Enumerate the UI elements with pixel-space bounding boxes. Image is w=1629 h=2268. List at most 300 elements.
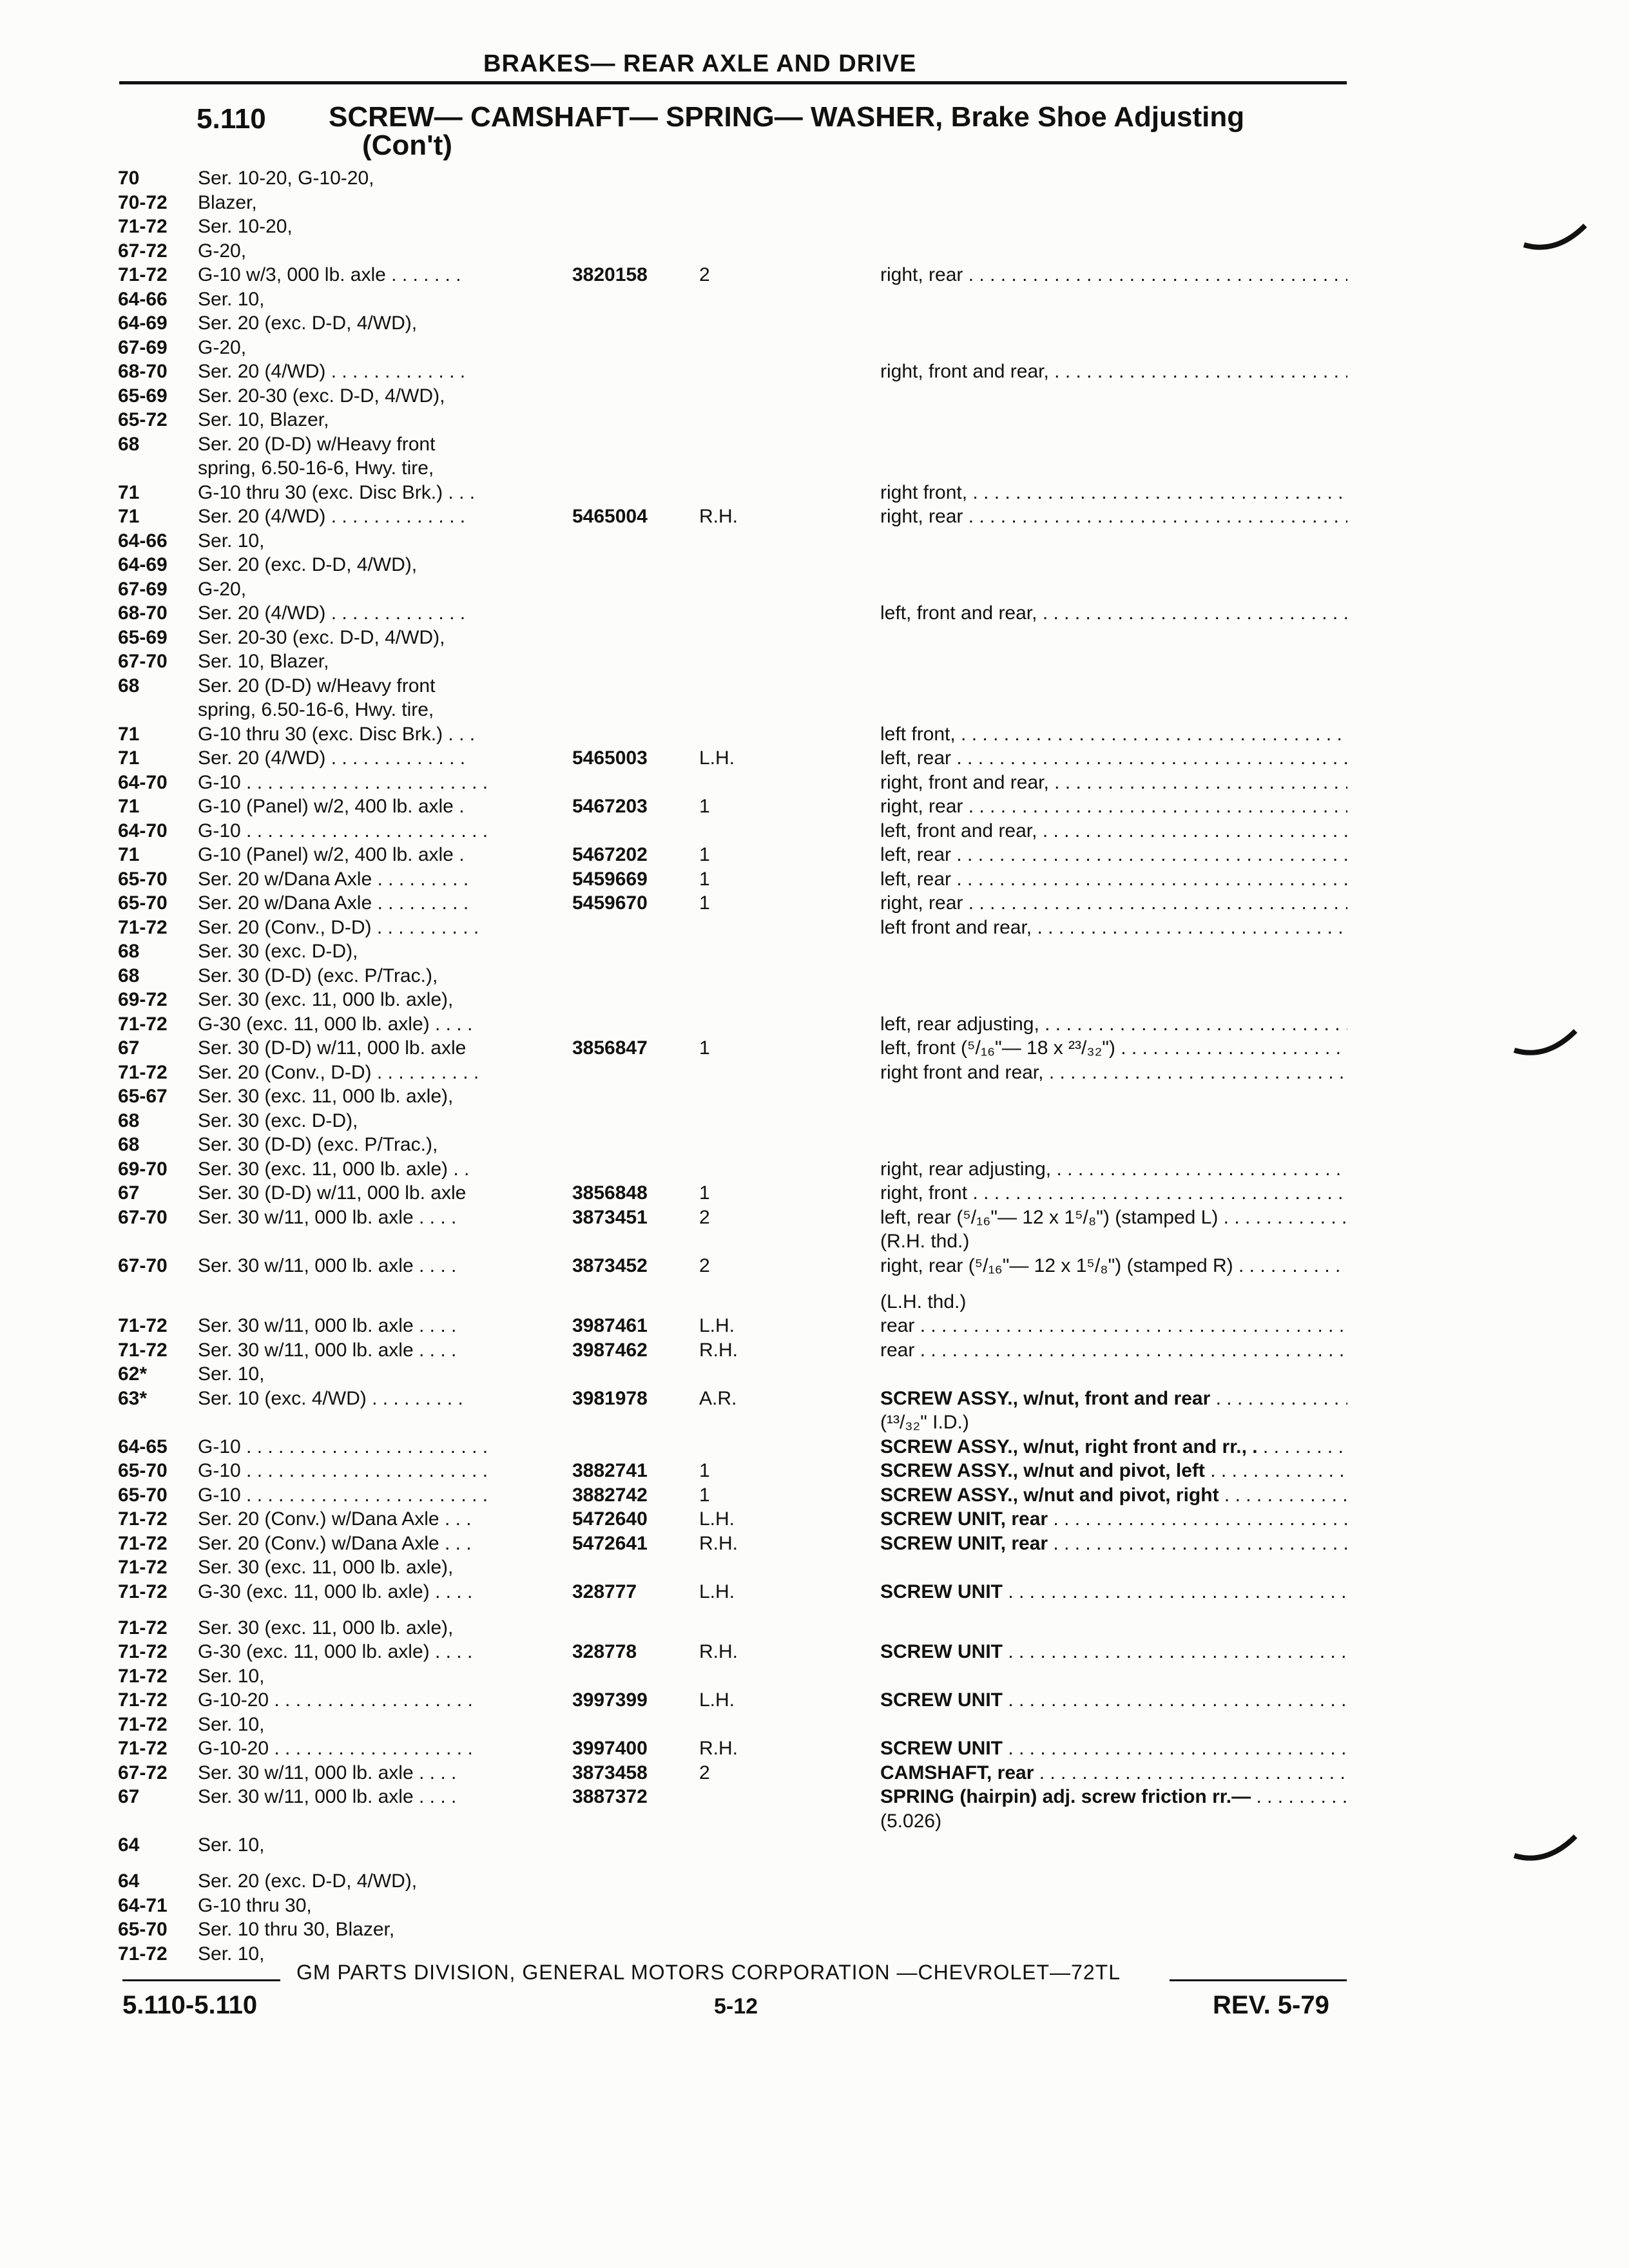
row-year: 64-69 — [118, 312, 168, 334]
row-year: 65-69 — [118, 385, 168, 407]
row-description: rear . . . — [880, 1338, 1347, 1363]
row-model: Ser. 20 (4/WD) . . . . . . . . . . . . . — [198, 602, 466, 624]
row-year: 65-69 — [118, 626, 168, 648]
row-description: SCREW ASSY., w/nut and pivot, left . . . — [880, 1459, 1347, 1483]
row-model: Ser. 10, — [198, 288, 265, 310]
row-year: 71-72 — [118, 1617, 168, 1639]
row-description: right front and rear, . . . — [880, 1061, 1347, 1085]
row-year: 65-70 — [118, 868, 168, 890]
footer-publisher: GM PARTS DIVISION, GENERAL MOTORS CORPORATION —CHEVROLET—72TL — [296, 1961, 1121, 1984]
parts-row — [0, 1338, 1629, 1363]
parts-row — [0, 794, 1629, 819]
row-model: Ser. 20 (4/WD) . . . . . . . . . . . . . — [198, 506, 466, 527]
row-year: 71 — [118, 481, 140, 503]
binder-hole-mark-3 — [1511, 1830, 1582, 1869]
row-year: 65-70 — [118, 892, 168, 914]
parts-row — [0, 626, 1629, 650]
parts-list — [0, 166, 1629, 1966]
row-year: 71-72 — [118, 216, 168, 237]
row-model: Ser. 10-20, G-10-20, — [198, 168, 374, 189]
row-description: right front, . . . — [880, 481, 1347, 505]
row-quantity: 2 — [699, 1762, 710, 1783]
row-year: 64-66 — [118, 530, 168, 552]
row-description: right, rear . . . — [880, 794, 1347, 819]
row-year: 71-72 — [118, 1713, 168, 1735]
parts-row — [0, 481, 1629, 505]
row-quantity: 1 — [699, 844, 710, 865]
row-model: G-10 thru 30 (exc. Disc Brk.) . . . — [198, 481, 476, 503]
row-year: 64 — [118, 1834, 140, 1856]
row-quantity: 1 — [699, 892, 710, 914]
row-model: Ser. 20 (Conv.) w/Dana Axle . . . — [198, 1508, 472, 1530]
row-model: G-10-20 . . . . . . . . . . . . . . . . . . . — [198, 1689, 473, 1711]
parts-row — [0, 263, 1629, 287]
parts-row — [0, 553, 1629, 577]
row-description: left, front and rear, . . . — [880, 601, 1347, 626]
parts-row — [0, 287, 1629, 312]
row-quantity: R.H. — [699, 1339, 738, 1361]
row-part-number: 3873452 — [572, 1254, 648, 1276]
parts-row — [0, 1290, 1629, 1314]
row-description: right, front and rear, . . . — [880, 360, 1347, 384]
row-year: 64-65 — [118, 1436, 168, 1457]
row-part-number: 3882742 — [572, 1484, 648, 1506]
row-year: 65-67 — [118, 1086, 168, 1107]
row-description: right, rear . . . — [880, 505, 1347, 529]
row-year: 67-69 — [118, 578, 168, 600]
row-model: Ser. 10, Blazer, — [198, 409, 329, 430]
row-description: SCREW ASSY., w/nut and pivot, right . . . — [880, 1483, 1347, 1508]
parts-row — [0, 1459, 1629, 1483]
footer-page-number: 5-12 — [714, 1994, 758, 2019]
row-year: 71 — [118, 747, 140, 769]
parts-row — [0, 529, 1629, 553]
row-model: G-20, — [198, 578, 247, 600]
row-model: G-10-20 . . . . . . . . . . . . . . . . . . . — [198, 1738, 473, 1759]
row-year: 64-69 — [118, 554, 168, 575]
parts-row — [0, 674, 1629, 698]
row-quantity: 1 — [699, 1484, 710, 1506]
parts-row — [0, 360, 1629, 384]
row-description: SCREW UNIT . . . — [880, 1640, 1347, 1664]
parts-row — [0, 408, 1629, 432]
row-part-number: 5465004 — [572, 506, 648, 527]
row-model: spring, 6.50-16-6, Hwy. tire, — [198, 699, 434, 720]
row-model: Ser. 20 (D-D) w/Heavy front — [198, 433, 436, 455]
row-year: 64-70 — [118, 820, 168, 841]
row-model: G-10 . . . . . . . . . . . . . . . . . . . . . . . — [198, 1484, 488, 1506]
row-model: G-20, — [198, 336, 247, 358]
parts-row — [0, 1532, 1629, 1556]
row-quantity: 1 — [699, 1037, 710, 1059]
row-description: right, front . . . — [880, 1181, 1347, 1206]
row-description: right, front and rear, . . . — [880, 771, 1347, 795]
row-year: 71-72 — [118, 1013, 168, 1035]
row-year: 65-70 — [118, 1484, 168, 1506]
row-part-number: 3997400 — [572, 1738, 648, 1759]
row-year: 71-72 — [118, 1508, 168, 1530]
row-part-number: 3981978 — [572, 1387, 648, 1409]
row-part-number: 3856847 — [572, 1037, 648, 1059]
parts-row — [0, 1761, 1629, 1785]
row-year: 68 — [118, 675, 140, 697]
row-model: Ser. 30 (exc. D-D), — [198, 941, 358, 962]
row-year: 71 — [118, 844, 140, 865]
row-quantity: L.H. — [699, 1508, 735, 1530]
row-model: G-10 (Panel) w/2, 400 lb. axle . — [198, 844, 465, 865]
page-header-title: BRAKES— REAR AXLE AND DRIVE — [483, 50, 917, 77]
row-description: left front and rear, . . . — [880, 916, 1347, 940]
row-model: Ser. 20 (exc. D-D, 4/WD), — [198, 554, 418, 575]
parts-row — [0, 1713, 1629, 1737]
binder-hole-mark-2 — [1511, 1024, 1582, 1063]
row-description: SCREW UNIT . . . — [880, 1736, 1347, 1761]
row-year: 67-70 — [118, 1254, 168, 1276]
parts-row — [0, 239, 1629, 264]
parts-row — [0, 1314, 1629, 1338]
row-year: 67-70 — [118, 651, 168, 672]
row-part-number: 5459669 — [572, 868, 648, 890]
parts-row — [0, 166, 1629, 191]
row-description: left, rear . . . — [880, 867, 1347, 892]
parts-row — [0, 698, 1629, 722]
row-description: right, rear . . . — [880, 263, 1347, 287]
parts-row — [0, 1254, 1629, 1290]
row-year: 71-72 — [118, 1665, 168, 1687]
section-title — [329, 103, 1244, 160]
parts-row — [0, 1917, 1629, 1942]
row-year: 67 — [118, 1786, 140, 1807]
row-year: 68 — [118, 433, 140, 455]
row-description: (¹³/₃₂" I.D.) — [880, 1412, 969, 1433]
row-description: SPRING (hairpin) adj. screw friction rr.— . . . — [880, 1785, 1347, 1809]
row-description: SCREW UNIT . . . — [880, 1688, 1347, 1713]
row-year: 70 — [118, 168, 140, 189]
parts-row — [0, 1664, 1629, 1689]
parts-row — [0, 1507, 1629, 1532]
parts-row — [0, 916, 1629, 940]
row-model: Ser. 10, — [198, 1943, 265, 1965]
parts-row — [0, 1833, 1629, 1869]
row-part-number: 328778 — [572, 1641, 637, 1662]
row-year: 71-72 — [118, 1738, 168, 1759]
row-description: left, front and rear, . . . — [880, 819, 1347, 843]
row-part-number: 5472641 — [572, 1532, 648, 1554]
parts-row — [0, 601, 1629, 626]
parts-row — [0, 891, 1629, 916]
row-year: 62* — [118, 1363, 148, 1385]
row-description: SCREW UNIT, rear . . . — [880, 1532, 1347, 1556]
row-quantity: 2 — [699, 1206, 710, 1228]
row-model: G-10 . . . . . . . . . . . . . . . . . . . . . . . — [198, 771, 488, 793]
row-model: Ser. 30 w/11, 000 lb. axle . . . . — [198, 1762, 457, 1783]
row-year: 68 — [118, 1134, 140, 1155]
parts-row — [0, 1387, 1629, 1411]
row-model: Ser. 20 (exc. D-D, 4/WD), — [198, 1870, 418, 1892]
row-model: G-30 (exc. 11, 000 lb. axle) . . . . — [198, 1581, 473, 1602]
row-description: left, rear (⁵/₁₆"— 12 x 1⁵/₈") (stamped L) . . . — [880, 1206, 1347, 1230]
row-description: right, rear adjusting, . . . — [880, 1157, 1347, 1182]
parts-row — [0, 432, 1629, 457]
parts-row — [0, 1736, 1629, 1761]
row-year: 71-72 — [118, 1689, 168, 1711]
parts-row — [0, 867, 1629, 892]
row-year: 69-72 — [118, 989, 168, 1010]
row-model: Ser. 30 (exc. 11, 000 lb. axle), — [198, 1557, 454, 1578]
parts-row — [0, 771, 1629, 795]
row-model: Ser. 30 (exc. D-D), — [198, 1110, 358, 1131]
row-quantity: 1 — [699, 796, 710, 817]
row-year: 71-72 — [118, 916, 168, 938]
row-part-number: 3882741 — [572, 1460, 648, 1481]
row-year: 67-72 — [118, 240, 168, 262]
row-year: 67 — [118, 1182, 140, 1204]
row-description: left, rear . . . — [880, 843, 1347, 867]
row-part-number: 5465003 — [572, 747, 648, 769]
row-model: Ser. 20 (exc. D-D, 4/WD), — [198, 312, 418, 334]
row-description: left front, . . . — [880, 722, 1347, 747]
parts-row — [0, 191, 1629, 215]
row-model: Ser. 20 w/Dana Axle . . . . . . . . . — [198, 868, 469, 890]
footer-section-range: 5.110-5.110 — [122, 1991, 258, 2019]
row-year: 71 — [118, 723, 140, 745]
row-model: Ser. 30 (D-D) (exc. P/Trac.), — [198, 965, 438, 986]
parts-row — [0, 1435, 1629, 1459]
row-model: G-10 w/3, 000 lb. axle . . . . . . . — [198, 264, 461, 285]
row-year: 71-72 — [118, 264, 168, 285]
row-description: (R.H. thd.) — [880, 1231, 970, 1252]
row-year: 68 — [118, 941, 140, 962]
parts-row — [0, 215, 1629, 239]
row-model: Ser. 30 (D-D) (exc. P/Trac.), — [198, 1134, 438, 1155]
parts-row — [0, 1157, 1629, 1182]
row-model: Ser. 30 w/11, 000 lb. axle . . . . — [198, 1339, 457, 1361]
parts-row — [0, 1640, 1629, 1664]
parts-row — [0, 1036, 1629, 1061]
row-model: Blazer, — [198, 191, 257, 213]
row-model: Ser. 30 (D-D) w/11, 000 lb. axle — [198, 1037, 467, 1059]
row-model: Ser. 20 (Conv., D-D) . . . . . . . . . . — [198, 916, 479, 938]
row-year: 71-72 — [118, 1557, 168, 1578]
parts-row — [0, 1688, 1629, 1713]
row-part-number: 3873458 — [572, 1762, 648, 1783]
parts-row — [0, 1362, 1629, 1387]
parts-row — [0, 843, 1629, 867]
parts-row — [0, 1785, 1629, 1809]
section-number: 5.110 — [197, 103, 266, 135]
row-part-number: 3997399 — [572, 1689, 648, 1711]
row-model: Ser. 10, — [198, 1363, 265, 1385]
row-model: Ser. 30 w/11, 000 lb. axle . . . . — [198, 1786, 457, 1807]
row-model: Ser. 10-20, — [198, 216, 293, 237]
row-model: Ser. 30 (exc. 11, 000 lb. axle), — [198, 1617, 454, 1639]
row-model: Ser. 30 w/11, 000 lb. axle . . . . — [198, 1206, 457, 1228]
parts-row — [0, 964, 1629, 988]
row-model: Ser. 20 (Conv.) w/Dana Axle . . . — [198, 1532, 472, 1554]
row-model: Ser. 20-30 (exc. D-D, 4/WD), — [198, 385, 445, 407]
row-model: Ser. 10, — [198, 530, 265, 552]
row-year: 64-70 — [118, 771, 168, 793]
row-description: SCREW UNIT, rear . . . — [880, 1507, 1347, 1532]
row-year: 68-70 — [118, 361, 168, 382]
row-description: CAMSHAFT, rear . . . — [880, 1761, 1347, 1785]
row-year: 70-72 — [118, 191, 168, 213]
row-model: Ser. 10, — [198, 1834, 265, 1856]
row-year: 69-70 — [118, 1158, 168, 1180]
row-quantity: L.H. — [699, 1581, 735, 1602]
row-part-number: 3887372 — [572, 1786, 648, 1807]
row-model: Ser. 10 thru 30, Blazer, — [198, 1919, 395, 1940]
row-year: 71 — [118, 506, 140, 527]
row-year: 71 — [118, 796, 140, 817]
row-model: Ser. 10, Blazer, — [198, 651, 329, 672]
row-quantity: 1 — [699, 1182, 710, 1204]
row-part-number: 5467203 — [572, 796, 648, 817]
row-description: SCREW ASSY., w/nut, right front and rr., . . . . — [880, 1435, 1347, 1459]
row-part-number: 5459670 — [572, 892, 648, 914]
parts-row — [0, 311, 1629, 336]
row-year: 71-72 — [118, 1641, 168, 1662]
row-quantity: L.H. — [699, 1315, 735, 1336]
parts-row — [0, 1109, 1629, 1133]
row-model: G-10 . . . . . . . . . . . . . . . . . . . . . . . — [198, 820, 488, 841]
row-year: 64-66 — [118, 288, 168, 310]
row-model: G-10 thru 30 (exc. Disc Brk.) . . . — [198, 723, 476, 745]
parts-row — [0, 819, 1629, 843]
parts-row — [0, 988, 1629, 1012]
row-model: Ser. 20-30 (exc. D-D, 4/WD), — [198, 626, 445, 648]
row-model: Ser. 10 (exc. 4/WD) . . . . . . . . . — [198, 1387, 463, 1409]
parts-row — [0, 577, 1629, 602]
row-part-number: 3856848 — [572, 1182, 648, 1204]
row-quantity: 1 — [699, 1460, 710, 1481]
parts-row — [0, 505, 1629, 529]
row-description: right, rear (⁵/₁₆"— 12 x 1⁵/₈") (stamped R) . . . — [880, 1254, 1347, 1278]
row-quantity: L.H. — [699, 1689, 735, 1711]
parts-row — [0, 384, 1629, 408]
row-model: Ser. 10, — [198, 1665, 265, 1687]
row-model: Ser. 20 (D-D) w/Heavy front — [198, 675, 436, 697]
footer-revision: REV. 5-79 — [1213, 1991, 1329, 2019]
parts-row — [0, 336, 1629, 360]
parts-row — [0, 1206, 1629, 1230]
row-part-number: 328777 — [572, 1581, 637, 1602]
row-model: Ser. 30 (exc. 11, 000 lb. axle), — [198, 989, 454, 1010]
parts-row — [0, 1229, 1629, 1254]
row-model: G-20, — [198, 240, 247, 262]
row-year: 64-71 — [118, 1894, 168, 1916]
row-part-number: 3873451 — [572, 1206, 648, 1228]
row-description: (L.H. thd.) — [880, 1291, 967, 1312]
row-quantity: R.H. — [699, 1738, 738, 1759]
row-description: SCREW UNIT . . . — [880, 1580, 1347, 1604]
row-year: 67-69 — [118, 336, 168, 358]
row-year: 71-72 — [118, 1532, 168, 1554]
binder-hole-mark-1 — [1521, 219, 1592, 258]
row-quantity: R.H. — [699, 1532, 738, 1554]
row-year: 65-72 — [118, 409, 168, 430]
footer-rule-right — [1170, 1979, 1347, 1981]
row-model: Ser. 10, — [198, 1713, 265, 1735]
row-part-number: 3987461 — [572, 1315, 648, 1336]
row-year: 71-72 — [118, 1943, 168, 1965]
row-description: SCREW ASSY., w/nut, front and rear . . . — [880, 1387, 1347, 1411]
row-model: G-10 (Panel) w/2, 400 lb. axle . — [198, 796, 465, 817]
row-quantity: A.R. — [699, 1387, 737, 1409]
row-model: G-10 . . . . . . . . . . . . . . . . . . . . . . . — [198, 1460, 488, 1481]
row-year: 68-70 — [118, 602, 168, 624]
row-model: spring, 6.50-16-6, Hwy. tire, — [198, 457, 434, 479]
row-year: 68 — [118, 965, 140, 986]
parts-row — [0, 1061, 1629, 1085]
parts-row — [0, 746, 1629, 771]
row-part-number: 5467202 — [572, 844, 648, 865]
footer-rule-left — [122, 1979, 280, 1981]
row-model: Ser. 30 (exc. 11, 000 lb. axle), — [198, 1086, 454, 1107]
row-year: 71-72 — [118, 1061, 168, 1083]
row-year: 67 — [118, 1037, 140, 1059]
row-part-number: 3987462 — [572, 1339, 648, 1361]
row-quantity: R.H. — [699, 1641, 738, 1662]
parts-row — [0, 1084, 1629, 1109]
row-year: 65-70 — [118, 1919, 168, 1940]
row-description: left, rear adjusting, . . . — [880, 1012, 1347, 1037]
row-model: Ser. 20 (Conv., D-D) . . . . . . . . . . — [198, 1061, 479, 1083]
parts-row — [0, 939, 1629, 964]
row-year: 67-72 — [118, 1762, 168, 1783]
row-description: right, rear . . . — [880, 891, 1347, 916]
parts-row — [0, 1869, 1629, 1894]
row-quantity: R.H. — [699, 506, 738, 527]
header-rule — [119, 81, 1347, 84]
row-model: Ser. 30 (exc. 11, 000 lb. axle) . . — [198, 1158, 470, 1180]
parts-row — [0, 1555, 1629, 1580]
row-model: G-10 . . . . . . . . . . . . . . . . . . . . . . . — [198, 1436, 488, 1457]
row-year: 63* — [118, 1387, 148, 1409]
row-part-number: 3820158 — [572, 264, 648, 285]
row-model: Ser. 30 (D-D) w/11, 000 lb. axle — [198, 1182, 467, 1204]
row-year: 71-72 — [118, 1315, 168, 1336]
row-model: G-30 (exc. 11, 000 lb. axle) . . . . — [198, 1013, 473, 1035]
row-model: G-30 (exc. 11, 000 lb. axle) . . . . — [198, 1641, 473, 1662]
section-title-line2: (Con't) — [362, 130, 452, 161]
row-year: 71-72 — [118, 1581, 168, 1602]
parts-row — [0, 1133, 1629, 1157]
parts-row — [0, 1012, 1629, 1037]
parts-row — [0, 1410, 1629, 1435]
parts-row — [0, 1894, 1629, 1918]
row-description: left, front (⁵/₁₆"— 18 x ²³/₃₂") . . . — [880, 1036, 1347, 1061]
parts-row — [0, 1181, 1629, 1206]
row-model: Ser. 20 (4/WD) . . . . . . . . . . . . . — [198, 361, 466, 382]
parts-row — [0, 722, 1629, 747]
parts-row — [0, 649, 1629, 674]
section-title-line1: SCREW— CAMSHAFT— SPRING— WASHER, Brake Shoe Adjusting — [329, 101, 1245, 133]
row-year: 68 — [118, 1110, 140, 1131]
row-year: 67-70 — [118, 1206, 168, 1228]
row-model: Ser. 30 w/11, 000 lb. axle . . . . — [198, 1254, 457, 1276]
row-model: Ser. 20 (4/WD) . . . . . . . . . . . . . — [198, 747, 466, 769]
row-quantity: 2 — [699, 1254, 710, 1276]
parts-row — [0, 456, 1629, 481]
parts-row — [0, 1580, 1629, 1616]
row-quantity: L.H. — [699, 747, 735, 769]
row-model: Ser. 20 w/Dana Axle . . . . . . . . . — [198, 892, 469, 914]
row-description: (5.026) — [880, 1810, 942, 1832]
row-model: G-10 thru 30, — [198, 1894, 312, 1916]
row-year: 65-70 — [118, 1460, 168, 1481]
row-year: 64 — [118, 1870, 140, 1892]
